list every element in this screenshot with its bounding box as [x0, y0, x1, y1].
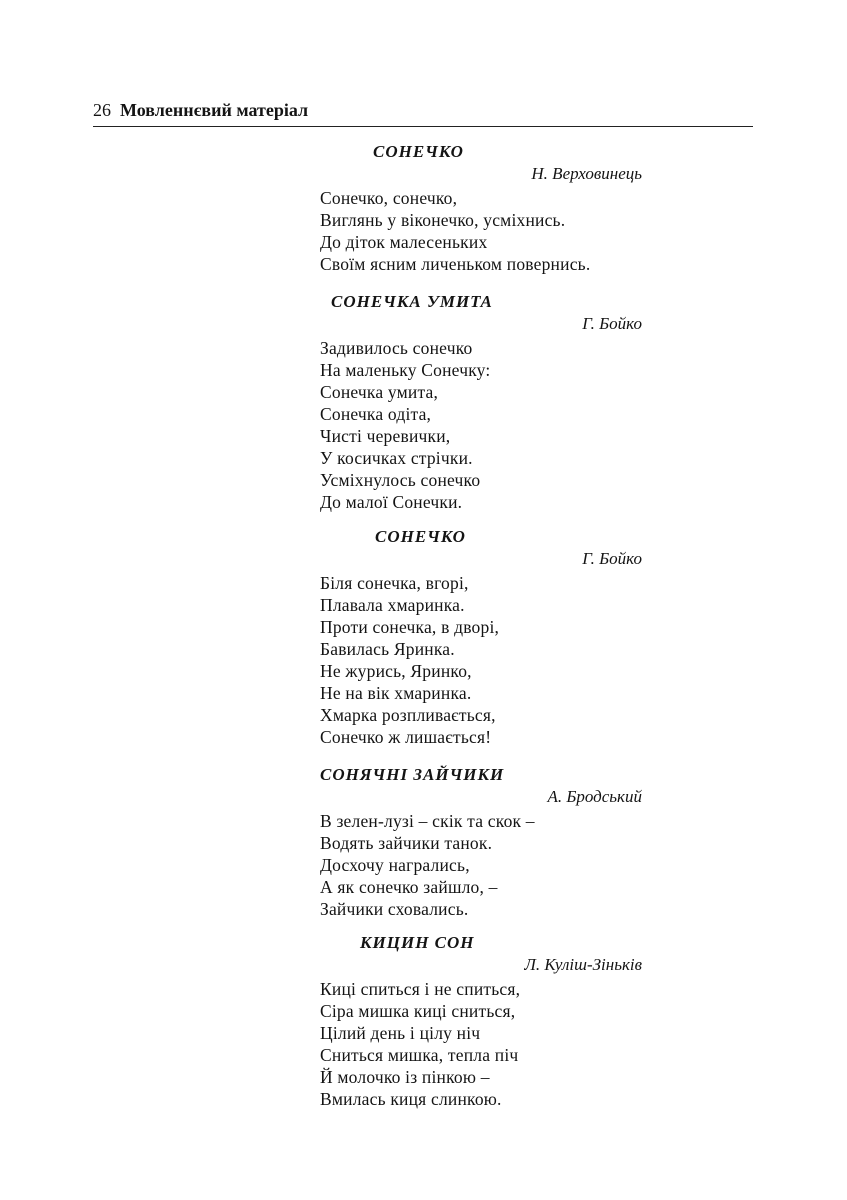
poem-soniachni-zaichyky	[320, 764, 642, 920]
poem-line: Киці спиться і не спиться,	[320, 979, 521, 999]
poem-line: Задивилось сонечко	[320, 338, 473, 358]
poem-line: Сонечка умита,	[320, 382, 439, 402]
poem-lines	[320, 810, 642, 920]
poem-line: Виглянь у віконечко, усміхнись.	[320, 210, 566, 230]
poem-line: Чисті черевички,	[320, 426, 451, 446]
poem-line: Досхочу награлись,	[320, 855, 470, 875]
poem-line: Водять зайчики танок.	[320, 833, 493, 853]
poem-line: Вмилась киця слинкою.	[320, 1089, 502, 1109]
poem-sonechko-boiko	[320, 526, 642, 748]
page-header	[93, 100, 308, 121]
section-title: Мовленнєвий матеріал	[120, 100, 309, 120]
page-number: 26	[93, 100, 111, 120]
poem-title: СОНЯЧНІ ЗАЙЧИКИ	[320, 765, 505, 784]
poem-lines	[320, 187, 642, 275]
poem-sonechko-verkhovynets	[320, 141, 642, 275]
poem-lines	[320, 978, 642, 1110]
poem-line: Усміхнулось сонечко	[320, 470, 481, 490]
poem-title: СОНЕЧКО	[373, 142, 464, 161]
poem-line: Сонечко ж лишається!	[320, 727, 492, 747]
poem-line: Своїм ясним личеньком повернись.	[320, 254, 591, 274]
poem-title: СОНЕЧКА УМИТА	[331, 292, 493, 311]
poem-line: Не журись, Яринко,	[320, 661, 472, 681]
poem-author: Г. Бойко	[582, 549, 642, 568]
poem-kytsyn-son	[320, 932, 642, 1110]
poem-line: До малої Сонечки.	[320, 492, 463, 512]
poem-title: КИЦИН СОН	[360, 933, 475, 952]
poem-line: Сонечко, сонечко,	[320, 188, 458, 208]
header-rule	[93, 126, 753, 127]
poem-line: Й молочко із пінкою –	[320, 1067, 490, 1087]
poem-author: Н. Верховинець	[531, 164, 642, 183]
poem-lines	[320, 337, 642, 513]
poem-line: Сонечка одіта,	[320, 404, 432, 424]
poem-lines	[320, 572, 642, 748]
poem-line: А як сонечко зайшло, –	[320, 877, 498, 897]
poem-line: Сіра мишка киці сниться,	[320, 1001, 516, 1021]
poem-line: Сниться мишка, тепла піч	[320, 1045, 519, 1065]
poem-line: Хмарка розпливається,	[320, 705, 496, 725]
poem-line: На маленьку Сонечку:	[320, 360, 491, 380]
poem-line: Не на вік хмаринка.	[320, 683, 472, 703]
poem-title: СОНЕЧКО	[375, 527, 466, 546]
poem-author: Л. Куліш-Зіньків	[524, 955, 642, 974]
poem-line: Біля сонечка, вгорі,	[320, 573, 469, 593]
poem-line: У косичках стрічки.	[320, 448, 473, 468]
poem-line: Плавала хмаринка.	[320, 595, 465, 615]
poem-line: Бавилась Яринка.	[320, 639, 455, 659]
poem-author: Г. Бойко	[582, 314, 642, 333]
poem-line: Проти сонечка, в дворі,	[320, 617, 500, 637]
poem-sonechka-umyta	[320, 291, 642, 513]
poem-line: В зелен-лузі – скік та скок –	[320, 811, 535, 831]
poem-author: А. Бродський	[547, 787, 642, 806]
poem-line: Зайчики сховались.	[320, 899, 469, 919]
poem-line: До діток малесеньких	[320, 232, 488, 252]
poem-line: Цілий день і цілу ніч	[320, 1023, 481, 1043]
